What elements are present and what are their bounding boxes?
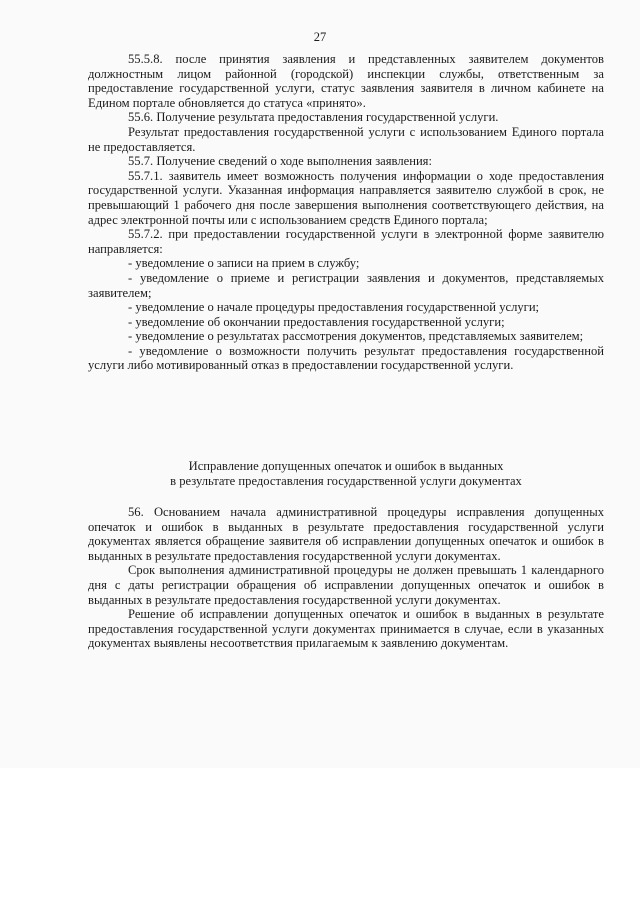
body-top xyxy=(88,52,604,373)
blank-area xyxy=(0,768,640,905)
paragraph-55-5-8: 55.5.8. после принятия заявления и представленных заявителем документов должностным лицом районной (городской) инспекции службы, ответственным за предоставление государственной услуги, статус заявления заявителя в личном кабинете на Едином портале обновляется до статуса «принято». xyxy=(88,52,604,110)
paragraph-56-decision: Решение об исправлении допущенных опечаток и ошибок в выданных в результате предоставления государственной услуги документах принимается в случае, если в указанных документах выявлены несоответствия прилагаемым к заявлению документам. xyxy=(88,607,604,651)
paragraph-55-6-result: Результат предоставления государственной услуги с использованием Единого портала не предоставляется. xyxy=(88,124,604,154)
page-number: 27 xyxy=(313,30,327,44)
paragraph-56-term: Срок выполнения административной процедуры не должен превышать 1 календарного дня с даты регистрации обращения об исправлении допущенных опечаток и ошибок в выданных в результате предоставления государственной услуги документах. xyxy=(88,563,604,607)
bullet-item: - уведомление о начале процедуры предоставления государственной услуги; xyxy=(128,300,540,315)
paragraph-55-7-2: 55.7.2. при предоставлении государственной услуги в электронной форме заявителю направляется: xyxy=(88,227,604,256)
paragraph-55-7-1: 55.7.1. заявитель имеет возможность получения информации о ходе предоставления государственной услуги. Указанная информация направляется заявителю службой в срок, не превышающий 1 рабочего дня после завершения выполнения соответствующего действия, на адрес электронной почты или с использованием средств Единого портала; xyxy=(88,168,604,227)
bullet-item: - уведомление о результатах рассмотрения документов, представляемых заявителем; xyxy=(128,329,584,344)
paragraph-55-7: 55.7. Получение сведений о ходе выполнения заявления: xyxy=(128,154,432,169)
bullet-item: - уведомление об окончании предоставления государственной услуги; xyxy=(128,314,505,329)
paragraph-55-6: 55.6. Получение результата предоставления государственной услуги. xyxy=(128,110,499,125)
bullet-item: - уведомление о записи на прием в службу; xyxy=(128,256,360,271)
section-heading-line-1: Исправление допущенных опечаток и ошибок в выданных xyxy=(188,459,504,473)
section-heading-line-2: в результате предоставления государственной услуги документах xyxy=(170,474,522,488)
bullet-item: - уведомление о возможности получить результат предоставления государственной услуги либо мотивированный отказ в предоставлении государственной услуги. xyxy=(88,343,604,373)
paragraph-56: 56. Основанием начала административной процедуры исправления допущенных опечаток и ошибок в выданных в результате предоставления государственной услуги документах является обращение заявителя об исправлении допущенных опечаток и ошибок в выданных в результате предоставления государственной услуги документах. xyxy=(88,505,604,563)
section-heading xyxy=(88,459,604,489)
body-bottom xyxy=(88,505,604,651)
bullet-item: - уведомление о приеме и регистрации заявления и документов, представляемых заявителем; xyxy=(88,270,604,300)
